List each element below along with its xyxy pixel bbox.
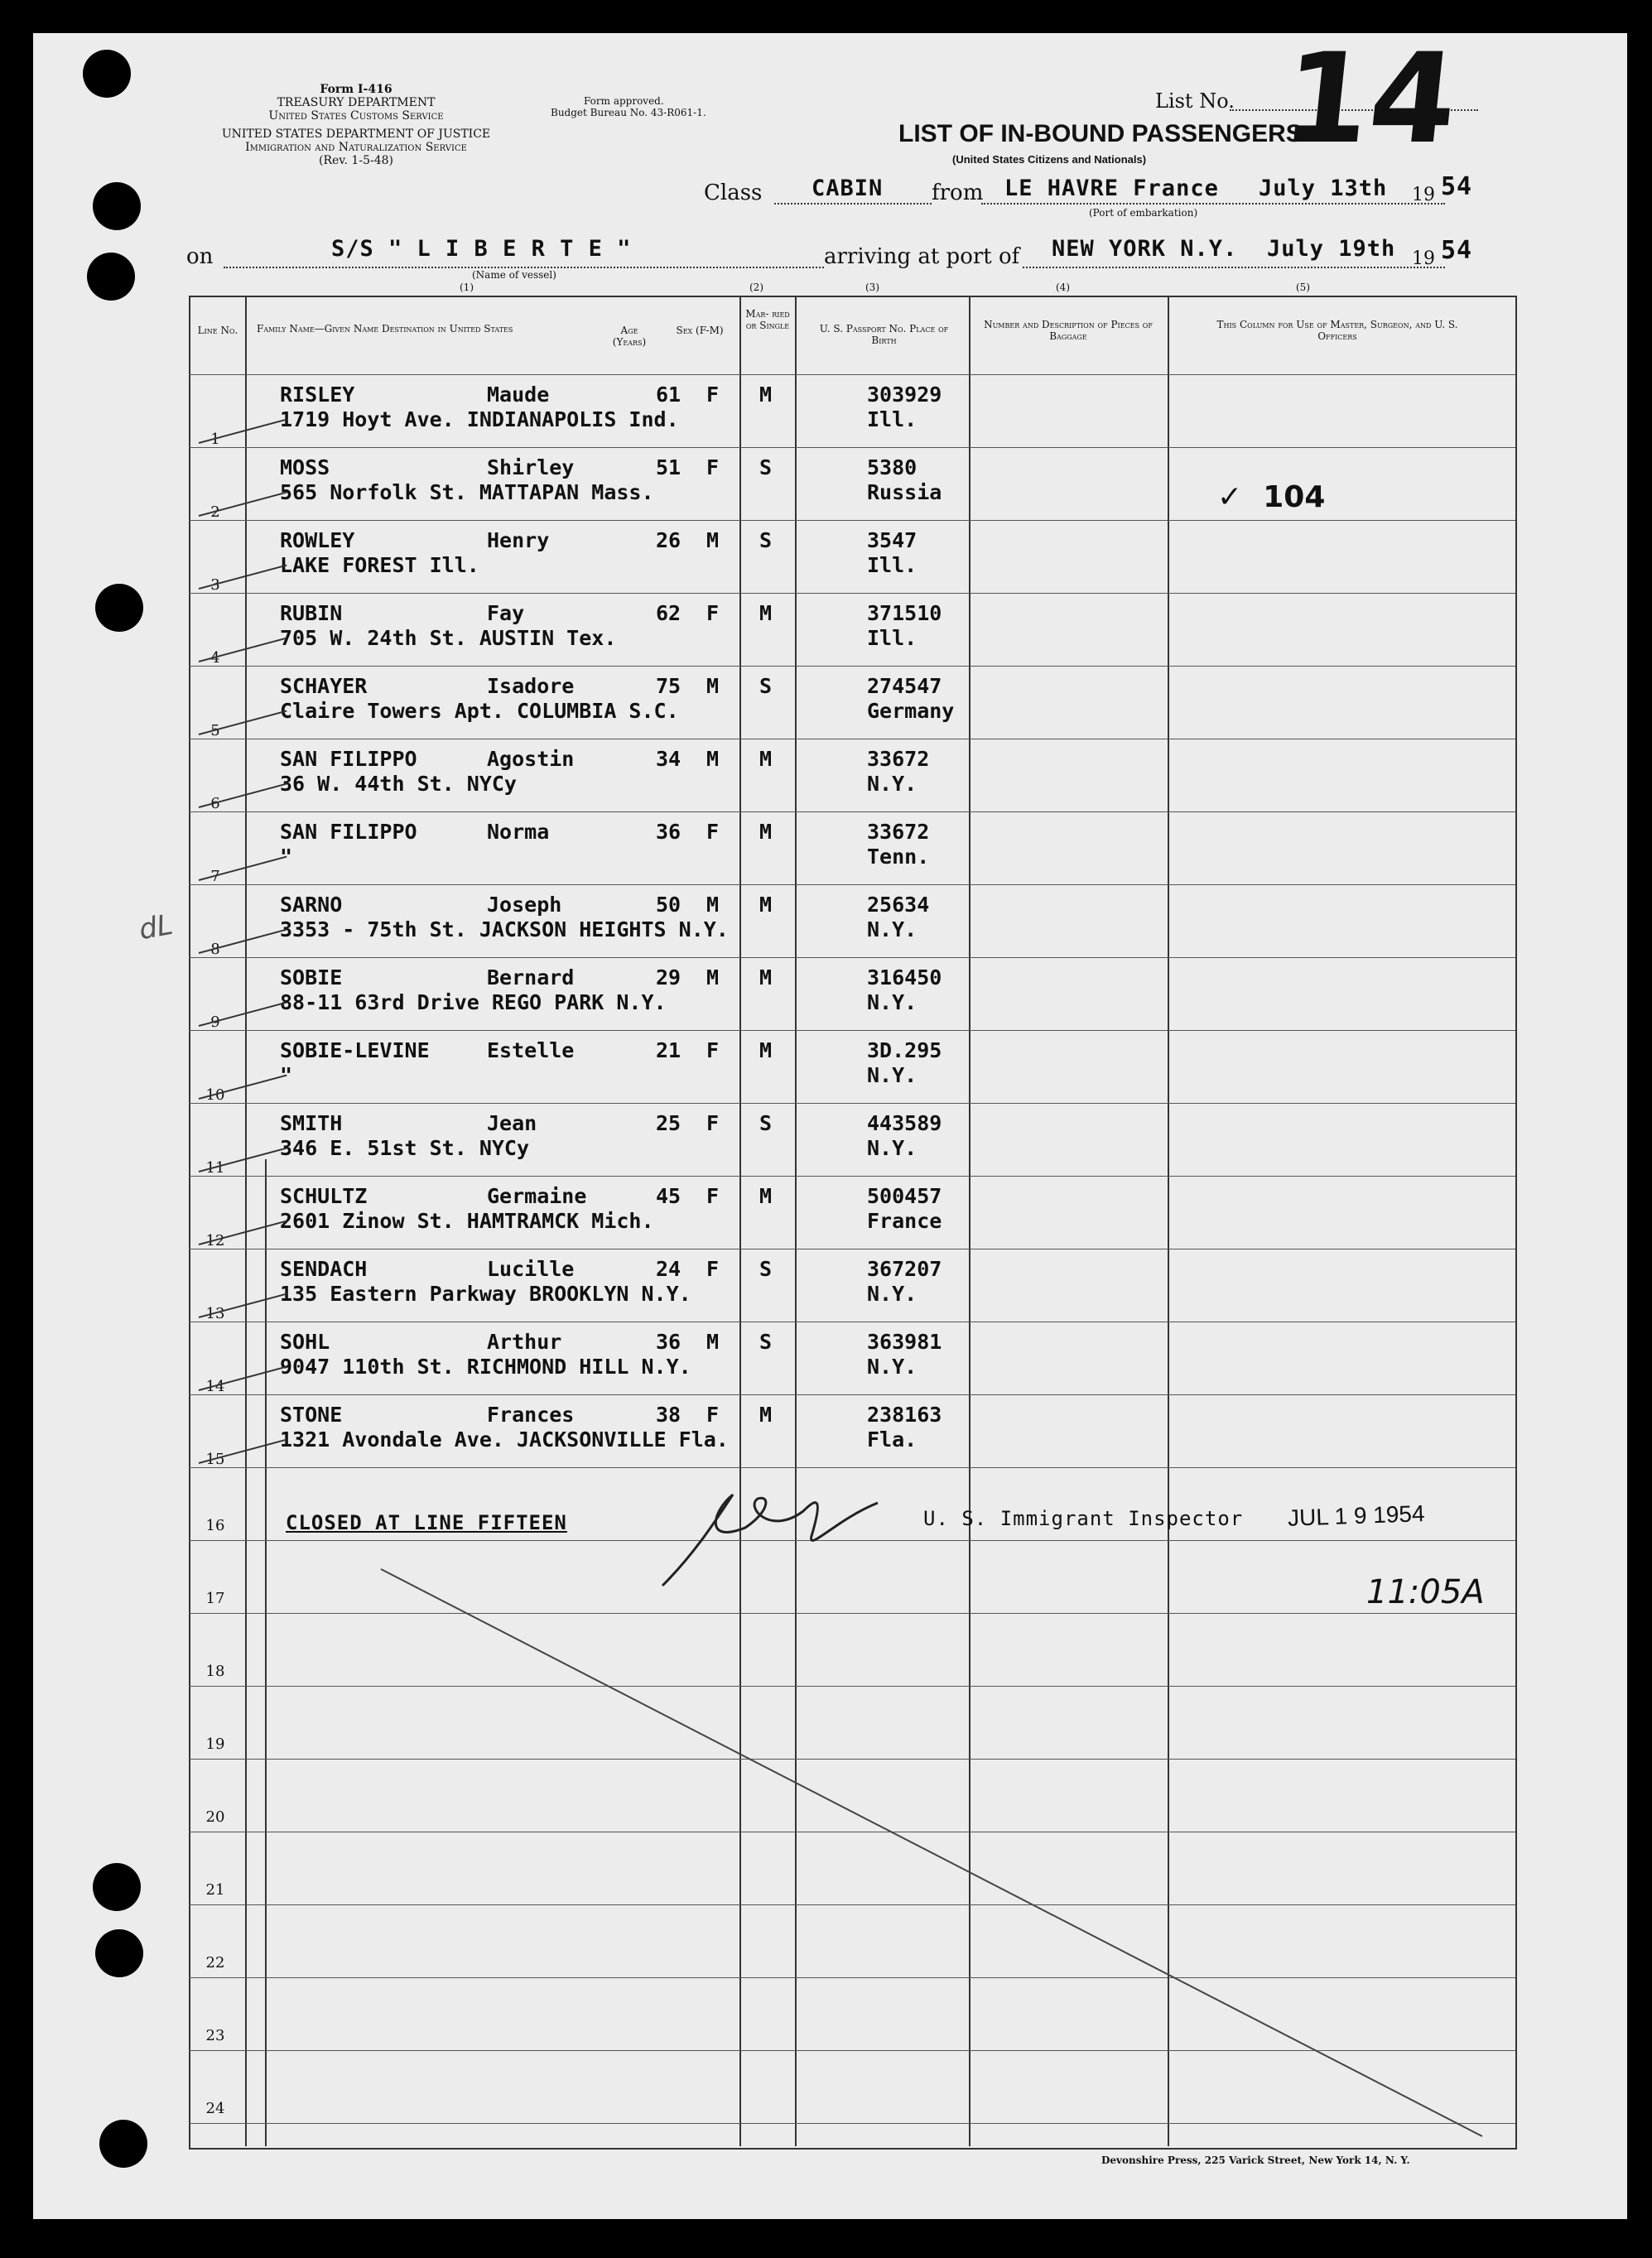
col-number-5: (5) [1296,282,1310,293]
sex: M [706,1330,720,1354]
cancel-stroke [33,27,1627,2219]
inspector-title: U. S. Immigrant Inspector [923,1507,1244,1530]
line-number: 5 [210,722,220,739]
vessel-caption: (Name of vessel) [472,269,556,281]
passport-number: 363981 [867,1330,942,1354]
age: 45 [656,1184,682,1208]
given-name: Joseph [487,893,562,917]
passport-number: 371510 [867,601,942,625]
destination: 346 E. 51st St. NYCy [280,1136,530,1160]
list-number: 14 [1275,27,1464,171]
agency-ins: Immigration and Naturalization Service [245,141,467,154]
passport-number: 303929 [867,383,942,407]
destination: " [280,845,293,869]
from-value: LE HAVRE France [1004,176,1219,201]
sex: M [706,965,720,989]
destination: Claire Towers Apt. COLUMBIA S.C. [280,699,679,723]
marital-status: M [759,1403,773,1427]
marital-status: S [759,528,773,552]
on-label: on [186,244,214,269]
marital-status: S [759,674,773,698]
place-of-birth: Germany [867,699,955,723]
marital-status: M [759,820,773,844]
passport-number: 500457 [867,1184,942,1208]
age: 51 [656,455,682,479]
family-name: SMITH [280,1111,343,1135]
place-of-birth: Tenn. [867,845,930,869]
sex: F [706,1111,720,1135]
family-name: SAN FILIPPO [280,820,417,844]
class-label: Class [704,181,763,205]
marital-status: M [759,1038,773,1062]
given-name: Arthur [487,1330,562,1354]
passport-number: 274547 [867,674,942,698]
vessel-name: S/S " L I B E R T E " [331,236,632,262]
header-officers: This Column for Use of Master, Surgeon, and U. S. Officers [1216,319,1458,342]
place-of-birth: Russia [867,480,942,504]
marital-status: S [759,455,773,479]
manifest-page [33,27,1627,2219]
departure-year-suffix: 54 [1441,172,1473,201]
place-of-birth: Ill. [867,407,918,431]
given-name: Maude [487,383,550,407]
line-number: 23 [205,2027,225,2044]
destination: " [280,1063,293,1087]
header-passport: U. S. Passport No. Place of Birth [819,323,949,346]
passport-number: 25634 [867,893,930,917]
destination: 565 Norfolk St. MATTAPAN Mass. [280,480,654,504]
destination: 1719 Hoyt Ave. INDIANAPOLIS Ind. [280,407,679,431]
marital-status: M [759,747,773,771]
family-name: MOSS [280,455,330,479]
sex: M [706,674,720,698]
given-name: Bernard [487,965,575,989]
line-number: 22 [205,1954,225,1972]
sex: F [706,1038,720,1062]
family-name: SCHAYER [280,674,368,698]
age: 24 [656,1257,682,1281]
line-number: 3 [210,576,220,594]
line-number: 7 [210,868,220,885]
line-number: 16 [205,1517,225,1534]
line-number: 11 [205,1159,225,1177]
place-of-birth: N.Y. [867,1355,918,1379]
line-number: 18 [205,1663,225,1680]
agency-customs: United States Customs Service [268,109,444,123]
destination: 2601 Zinow St. HAMTRAMCK Mich. [280,1209,654,1233]
place-of-birth: N.Y. [867,1136,918,1160]
line-number: 4 [210,649,220,667]
line-number: 6 [210,795,220,812]
marital-status: S [759,1257,773,1281]
officer-check-icon: ✓ [1217,480,1264,514]
arriving-label: arriving at port of [824,244,1020,269]
destination: 135 Eastern Parkway BROOKLYN N.Y. [280,1282,691,1306]
family-name: SAN FILIPPO [280,747,417,771]
marital-status: S [759,1111,773,1135]
family-name: SOBIE-LEVINE [280,1038,430,1062]
line-number: 24 [205,2100,225,2117]
closed-at-line: CLOSED AT LINE FIFTEEN [286,1511,567,1534]
marital-status: M [759,1184,773,1208]
sex: F [706,820,720,844]
family-name: RUBIN [280,601,343,625]
sex: F [706,1184,720,1208]
departure-year-prefix: 19 [1412,185,1435,205]
margin-note: dL [136,908,176,947]
sex: M [706,747,720,771]
destination: 1321 Avondale Ave. JACKSONVILLE Fla. [280,1427,729,1452]
age: 36 [656,820,682,844]
header-name-dest: Family Name—Given Name Destination in United States [257,323,513,335]
age: 26 [656,528,682,552]
arrival-year-suffix: 54 [1441,236,1473,265]
sex: F [706,1403,720,1427]
age: 61 [656,383,682,407]
place-of-birth: N.Y. [867,917,918,941]
family-name: STONE [280,1403,343,1427]
header-married: Mar- ried or Single [745,308,790,331]
printer-credit: Devonshire Press, 225 Varick Street, New York 14, N. Y. [1101,2154,1410,2166]
age: 75 [656,674,682,698]
place-of-birth: Fla. [867,1427,918,1452]
age: 21 [656,1038,682,1062]
age: 25 [656,1111,682,1135]
form-number: Form I-416 [320,83,393,96]
line-number: 2 [210,503,220,521]
family-name: SCHULTZ [280,1184,368,1208]
line-number: 14 [205,1378,225,1395]
marital-status: M [759,893,773,917]
line-number: 10 [205,1086,225,1104]
col-number-1: (1) [460,282,474,293]
age: 29 [656,965,682,989]
page-subtitle: (United States Citizens and Nationals) [952,153,1147,166]
list-no-label: List No. [1155,89,1235,113]
arrival-date: July 19th [1267,236,1396,262]
approval-text: Form approved. [584,95,664,107]
given-name: Jean [487,1111,537,1135]
family-name: SOHL [280,1330,330,1354]
from-label: from [932,181,984,205]
given-name: Isadore [487,674,575,698]
line-number: 17 [205,1590,225,1607]
header-line-no: Line No. [197,325,238,336]
age: 38 [656,1403,682,1427]
destination: 36 W. 44th St. NYCy [280,772,517,796]
line-number: 19 [205,1736,225,1753]
date-stamp: JUL 1 9 1954 [1287,1500,1426,1531]
sex: F [706,383,720,407]
col-number-4: (4) [1056,282,1070,293]
passport-number: 316450 [867,965,942,989]
given-name: Agostin [487,747,575,771]
passport-number: 5380 [867,455,918,479]
col-number-3: (3) [865,282,879,293]
place-of-birth: France [867,1209,942,1233]
age: 34 [656,747,682,771]
family-name: ROWLEY [280,528,355,552]
destination: 9047 110th St. RICHMOND HILL N.Y. [280,1355,691,1379]
passport-number: 3D.295 [867,1038,942,1062]
family-name: RISLEY [280,383,355,407]
place-of-birth: N.Y. [867,1063,918,1087]
given-name: Lucille [487,1257,575,1281]
sex: F [706,601,720,625]
time-note: 11:05A [1366,1573,1485,1611]
line-number: 15 [205,1451,225,1468]
line-number: 20 [205,1808,225,1826]
arrival-year-prefix: 19 [1412,248,1435,269]
given-name: Fay [487,601,525,625]
place-of-birth: Ill. [867,553,918,577]
age: 50 [656,893,682,917]
passport-number: 3547 [867,528,918,552]
family-name: SARNO [280,893,343,917]
marital-status: M [759,601,773,625]
given-name: Norma [487,820,550,844]
line-number: 13 [205,1305,225,1322]
line-number: 21 [205,1881,225,1899]
departure-date: July 13th [1259,176,1388,201]
passport-number: 367207 [867,1257,942,1281]
form-revision: (Rev. 1-5-48) [319,154,393,167]
arrival-port: NEW YORK N.Y. [1052,236,1238,262]
header-baggage: Number and Description of Pieces of Baggage [984,319,1153,342]
line-number: 9 [210,1013,220,1031]
class-value: CABIN [812,176,884,201]
sex: F [706,1257,720,1281]
given-name: Frances [487,1403,575,1427]
page-title: LIST OF IN-BOUND PASSENGERS [898,120,1303,147]
given-name: Henry [487,528,550,552]
family-name: SENDACH [280,1257,368,1281]
age: 62 [656,601,682,625]
line-number: 1 [210,431,220,448]
passport-number: 33672 [867,820,930,844]
passport-number: 443589 [867,1111,942,1135]
destination: 705 W. 24th St. AUSTIN Tex. [280,626,617,650]
place-of-birth: Ill. [867,626,918,650]
header-age: Age (Years) [612,325,647,348]
sex: M [706,893,720,917]
line-number: 8 [210,941,220,958]
age: 36 [656,1330,682,1354]
family-name: SOBIE [280,965,343,989]
destination: LAKE FOREST Ill. [280,553,479,577]
place-of-birth: N.Y. [867,1282,918,1306]
passport-number: 33672 [867,747,930,771]
agency-justice: UNITED STATES DEPARTMENT OF JUSTICE [221,128,491,141]
place-of-birth: N.Y. [867,772,918,796]
agency-treasury: TREASURY DEPARTMENT [277,96,436,109]
passport-number: 238163 [867,1403,942,1427]
budget-text: Budget Bureau No. 43-R061-1. [551,107,706,118]
place-of-birth: N.Y. [867,990,918,1014]
officer-mark-value: 104 [1263,480,1326,514]
marital-status: M [759,383,773,407]
sex: F [706,455,720,479]
marital-status: M [759,965,773,989]
marital-status: S [759,1330,773,1354]
port-embark-caption: (Port of embarkation) [1089,207,1198,219]
destination: 88-11 63rd Drive REGO PARK N.Y. [280,990,667,1014]
given-name: Germaine [487,1184,587,1208]
sex: M [706,528,720,552]
header-sex: Sex (F-M) [676,325,724,336]
given-name: Estelle [487,1038,575,1062]
given-name: Shirley [487,455,575,479]
destination: 3353 - 75th St. JACKSON HEIGHTS N.Y. [280,917,729,941]
line-number: 12 [205,1232,225,1249]
col-number-2: (2) [749,282,763,293]
